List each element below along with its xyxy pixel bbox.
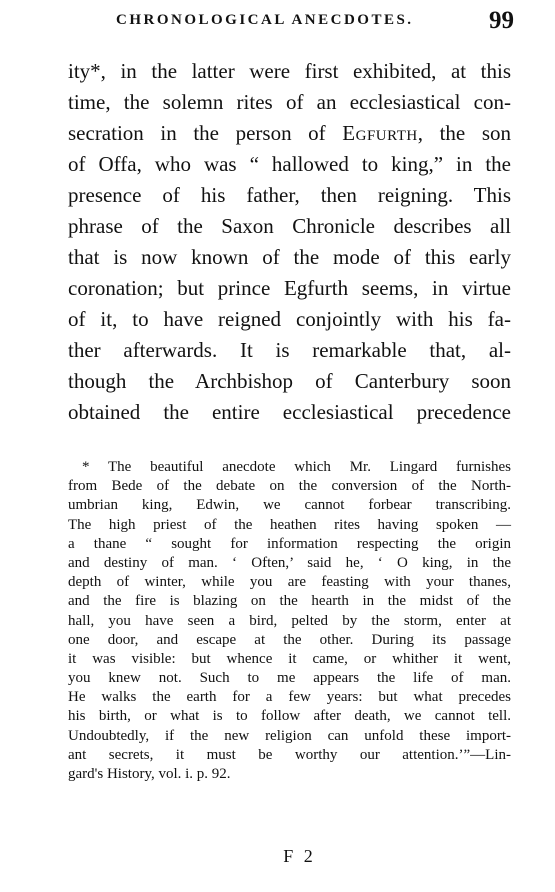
- text-line-11: though the Archbishop of Canterbury soon: [68, 369, 511, 393]
- footnote-line-1: * The beautiful anecdote which Mr. Lingard furnishes: [82, 459, 511, 475]
- footnote-line-4: The high priest of the heathen rites having spoken —: [68, 516, 511, 533]
- text-line-7: that is now known of the mode of this early: [68, 245, 511, 269]
- main-text: [68, 56, 511, 428]
- footnote-line-7: depth of winter, while you are feasting with your thanes,: [68, 574, 511, 591]
- name-egfurth: Egfurth: [342, 121, 418, 145]
- footnote-line-5: a thane “ sought for information respecting the origin: [68, 535, 511, 552]
- footnote-line-11: it was visible: but whence it came, or whither it went,: [68, 650, 511, 667]
- signature-mark: [0, 846, 555, 867]
- footnote-line-9: hall, you have seen a bird, pelted by the storm, enter at: [68, 612, 511, 629]
- signature-mark-text: F 2: [283, 846, 316, 866]
- text-line-3: [68, 118, 511, 149]
- footnote-line-12: you knew not. Such to me appears the life of man.: [68, 670, 511, 687]
- text-line-1: ity*, in the latter were first exhibited, at this: [68, 59, 511, 83]
- running-title: CHRONOLOGICAL ANECDOTES.: [116, 12, 414, 28]
- footnote-line-6: and destiny of man. ‘ Often,’ said he, ‘ O king, in the: [68, 554, 511, 571]
- text-line-5: presence of his father, then reigning. This: [68, 183, 511, 207]
- footnote-line-13: He walks the earth for a few years: but what precedes: [68, 689, 511, 706]
- text-line-3-suffix: , the son: [417, 121, 511, 145]
- footnote-line-8: and the fire is blazing on the hearth in the midst of the: [68, 593, 511, 610]
- footnote: [68, 458, 511, 784]
- page-number: 99: [489, 7, 514, 34]
- footnote-line-10: one door, and escape at the other. During its passage: [68, 631, 511, 648]
- text-line-9: of it, to have reigned conjointly with his fa-: [68, 307, 511, 331]
- footnote-line-17: gard's History, vol. i. p. 92.: [68, 766, 231, 782]
- text-line-6: phrase of the Saxon Chronicle describes all: [68, 214, 511, 238]
- footnote-line-3: umbrian king, Edwin, we cannot forbear transcribing.: [68, 497, 511, 514]
- running-head: [116, 8, 514, 36]
- text-line-8: coronation; but prince Egfurth seems, in virtue: [68, 276, 511, 300]
- footnote-line-16: ant secrets, it must be worthy our attention.’”—Lin-: [68, 746, 511, 763]
- text-line-4: of Offa, who was “ hallowed to king,” in the: [68, 152, 511, 176]
- text-line-10: ther afterwards. It is remarkable that, al-: [68, 338, 511, 362]
- footnote-line-14: his birth, or what is to follow after death, we cannot tell.: [68, 708, 511, 725]
- footnote-line-2: from Bede of the debate on the conversion of the North-: [68, 478, 511, 495]
- footnote-line-15: Undoubtedly, if the new religion can unfold these import-: [68, 727, 511, 744]
- text-line-3-prefix: secration in the person of: [68, 121, 343, 145]
- text-line-12: obtained the entire ecclesiastical precedence: [68, 400, 511, 424]
- text-line-2: time, the solemn rites of an ecclesiastical con-: [68, 90, 511, 114]
